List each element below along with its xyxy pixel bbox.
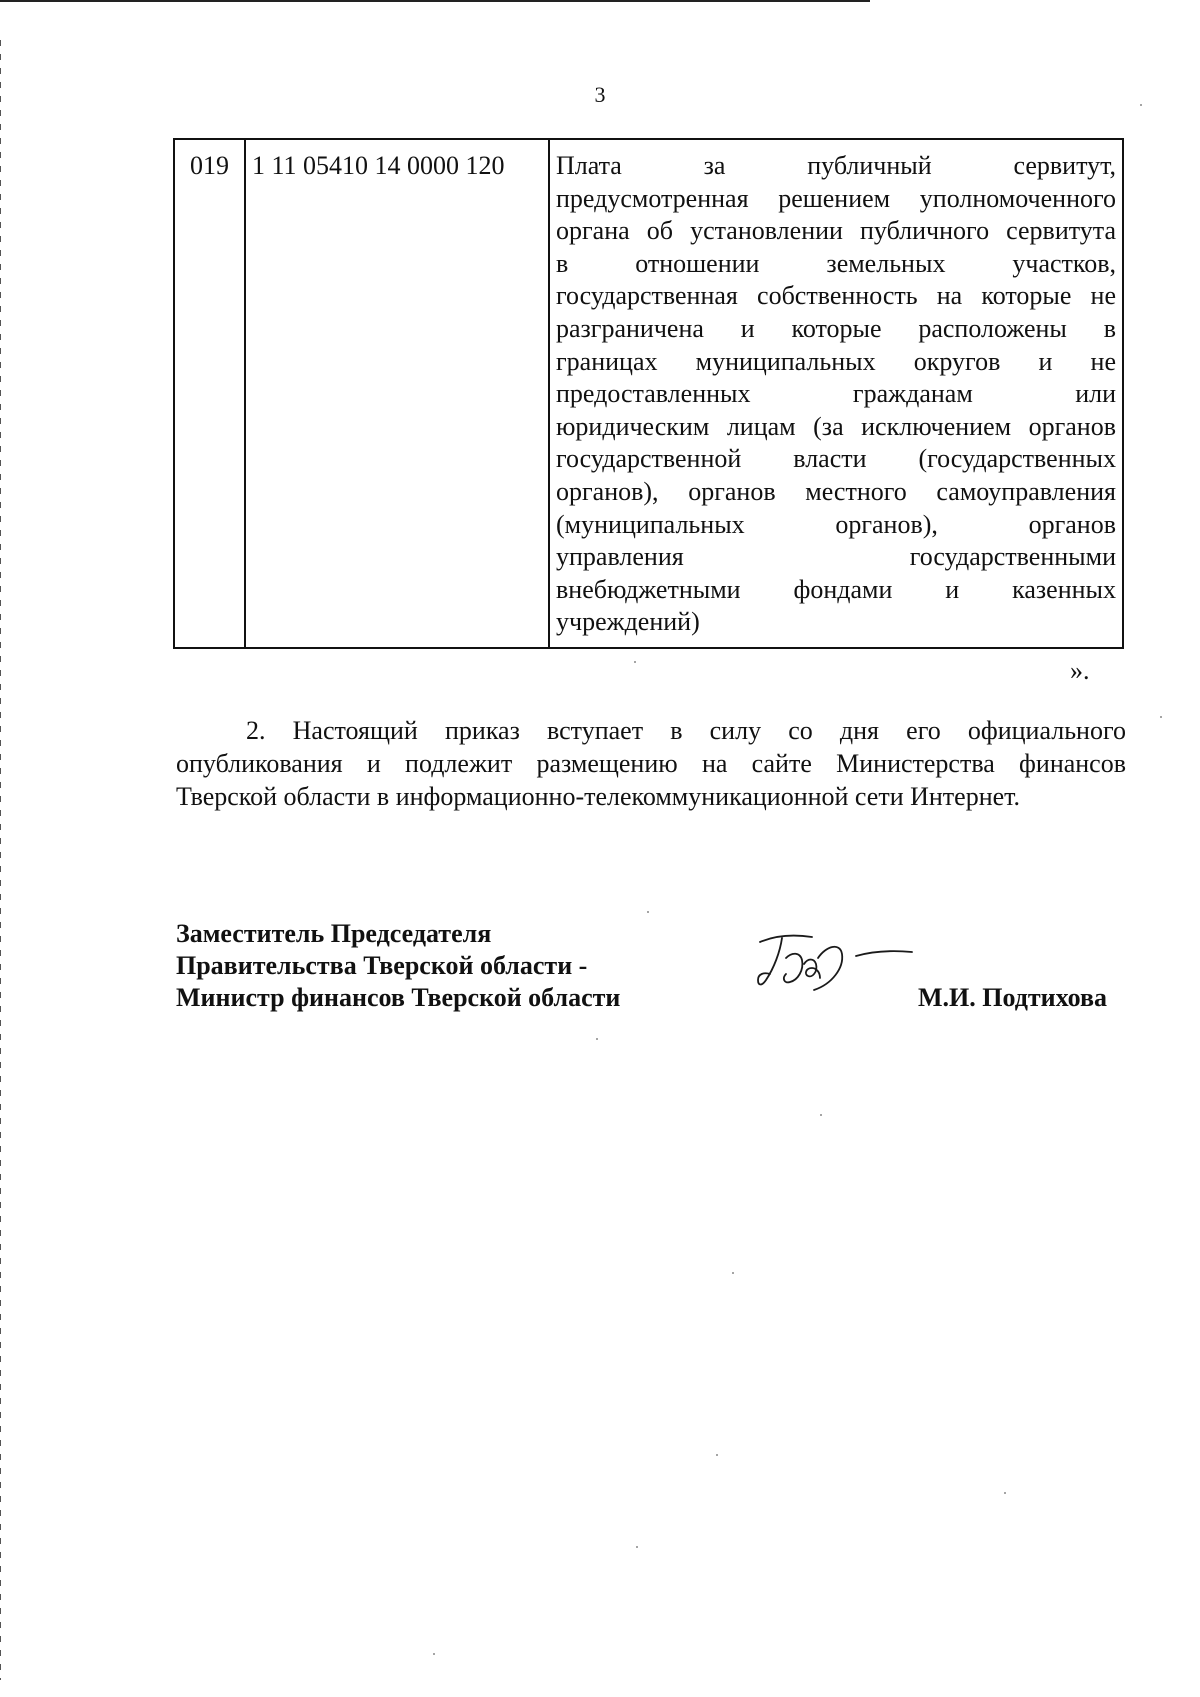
scan-speck (1004, 1492, 1006, 1494)
closing-quote: ». (1070, 656, 1090, 685)
admin-code-cell: 019 (174, 139, 245, 648)
scan-speck (1140, 104, 1142, 106)
name-line: органов), органов местного самоуправления (556, 476, 1116, 506)
paragraph-line: опубликования и подлежит размещению на сайте Министерства финансов (176, 749, 1126, 778)
scan-top-edge (0, 0, 870, 2)
signer-name: М.И. Подтихова (918, 983, 1108, 1012)
name-line: управления государственными (556, 542, 1116, 572)
scan-speck (1160, 716, 1162, 718)
scan-speck (433, 1653, 435, 1655)
table-row (174, 139, 1123, 648)
name-line: (муниципальных органов), органов (556, 509, 1116, 539)
scan-speck (716, 1454, 718, 1456)
signer-position (176, 918, 620, 1014)
revenue-name-cell (549, 139, 1123, 648)
name-line: разграничена и которые расположены в (556, 313, 1116, 343)
scan-speck (596, 1038, 598, 1040)
revenue-codes-table (173, 138, 1124, 649)
name-line: внебюджетными фондами и казенных (556, 574, 1116, 604)
paragraph-line: 2. Настоящий приказ вступает в силу со дня его официального (246, 716, 1126, 745)
name-line: юридическим лицам (за исключением органов (556, 411, 1116, 441)
scan-speck (636, 1546, 638, 1548)
name-line: предоставленных гражданам или (556, 379, 1116, 409)
signer-position-line: Министр финансов Тверской области (176, 983, 621, 1012)
signer-position-line: Заместитель Председателя (176, 919, 492, 948)
scan-speck (732, 1272, 734, 1274)
paragraph-line: Тверской области в информационно-телекоммуникационной сети Интернет. (176, 782, 1021, 811)
name-line: предусмотренная решением уполномоченного (556, 183, 1116, 213)
name-line: государственная собственность на которые не (556, 281, 1116, 311)
page-number: 3 (594, 82, 606, 107)
name-line: учреждений) (556, 607, 700, 637)
handwritten-signature (752, 928, 922, 998)
name-line: границах муниципальных округов и не (556, 346, 1116, 376)
revenue-code-cell: 1 11 05410 14 0000 120 (245, 139, 549, 648)
scan-left-edge (0, 40, 1, 1680)
name-line: органа об установлении публичного сервитута (556, 216, 1116, 246)
scan-speck (647, 911, 649, 913)
name-line: государственной власти (государственных (556, 444, 1116, 474)
effective-date-paragraph (176, 714, 1126, 813)
name-line: в отношении земельных участков, (556, 248, 1116, 278)
name-line: Плата за публичный сервитут, (556, 151, 1116, 180)
scan-speck (820, 1114, 822, 1116)
scan-speck (634, 661, 636, 663)
signer-position-line: Правительства Тверской области - (176, 951, 588, 980)
